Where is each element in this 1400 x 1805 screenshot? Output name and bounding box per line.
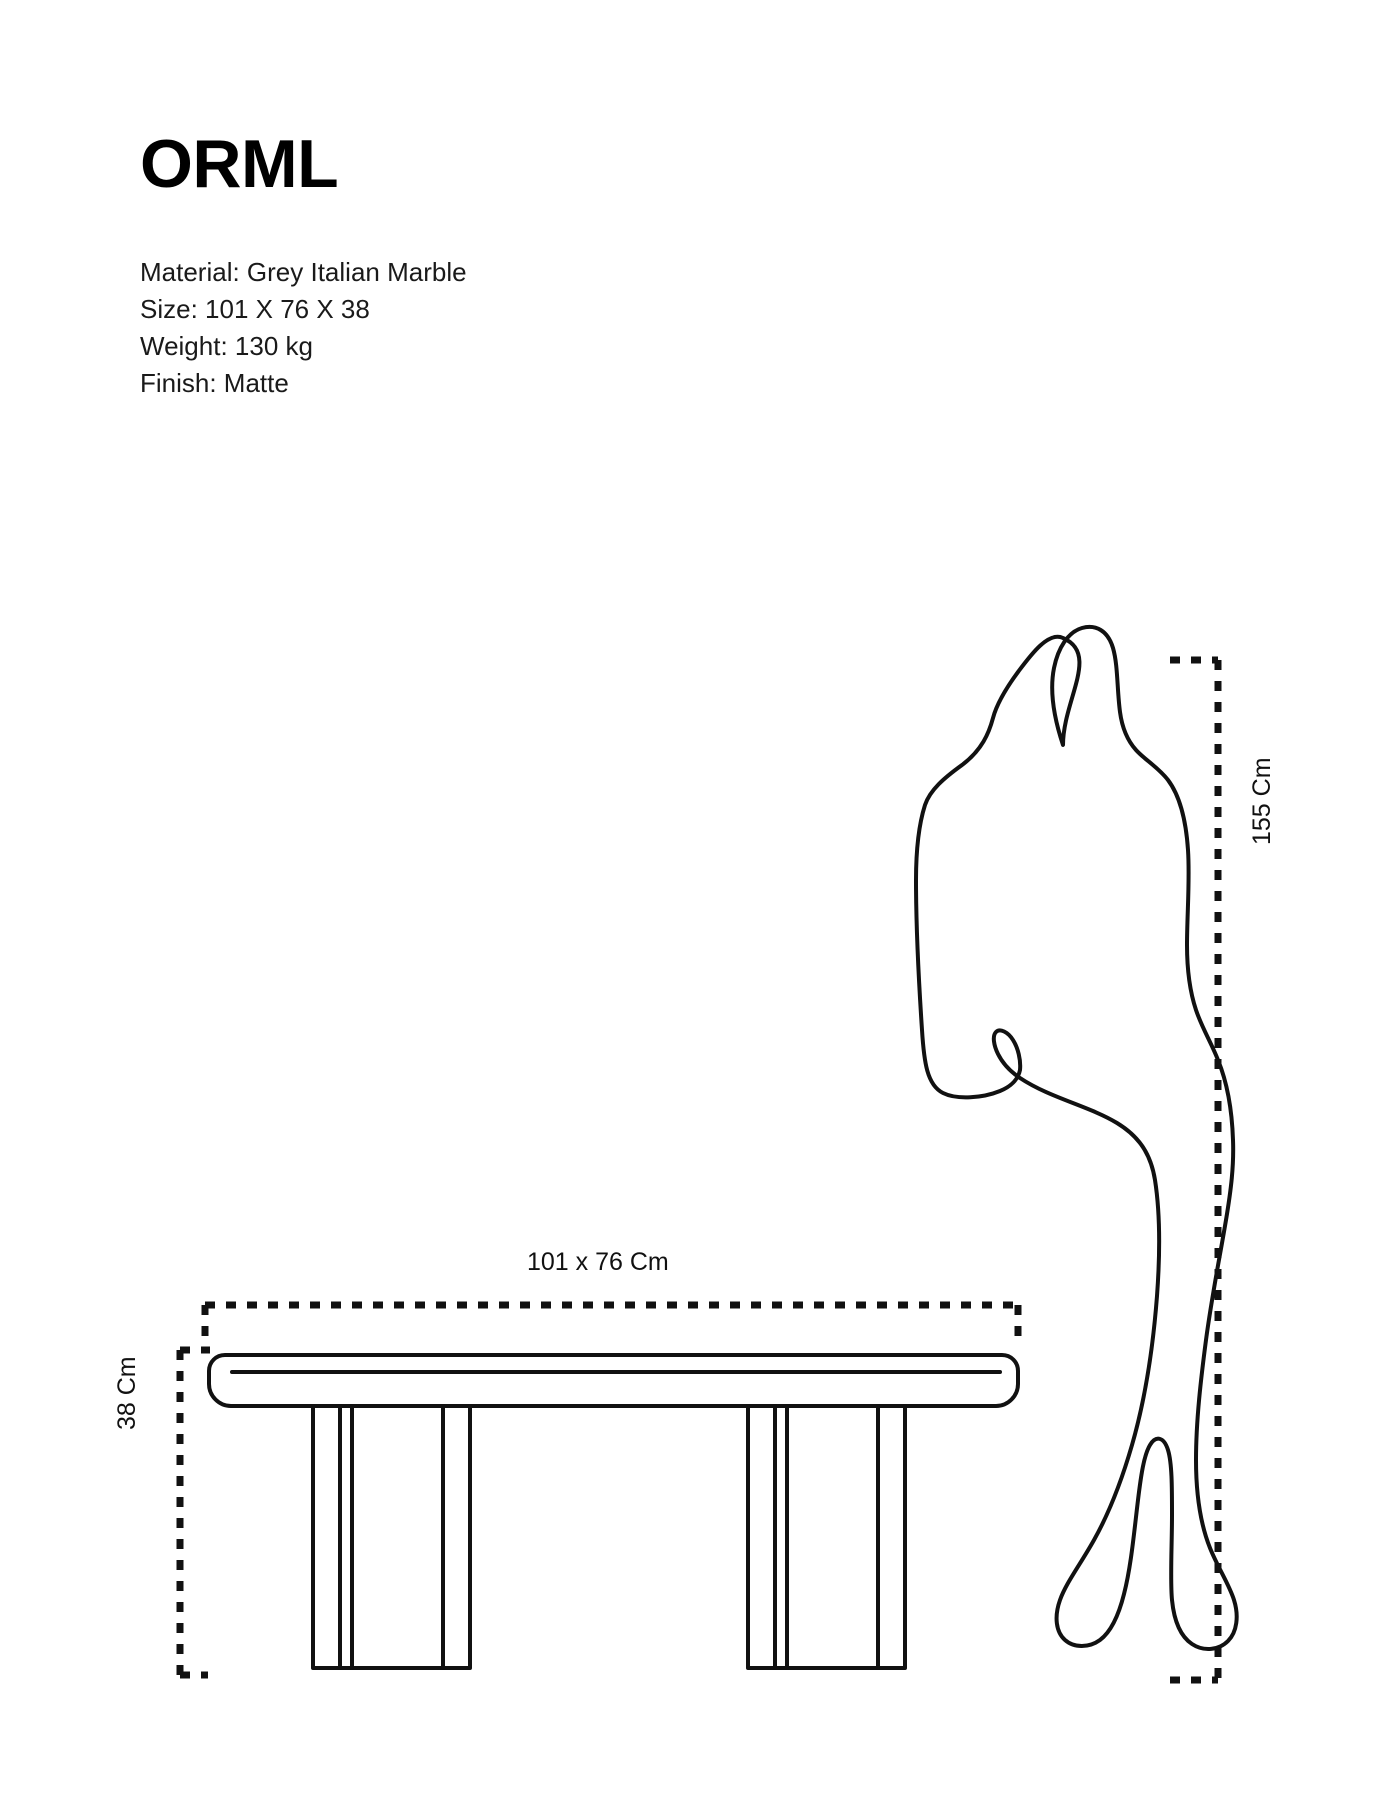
- page-title: ORML: [140, 126, 339, 202]
- standing-person-silhouette: [916, 627, 1237, 1649]
- table-top-dimension-label: 101 x 76 Cm: [527, 1248, 669, 1276]
- spec-weight: Weight: 130 kg: [140, 330, 313, 361]
- table-height-dimension-label: 38 Cm: [113, 1356, 141, 1430]
- coffee-table-outline: [209, 1355, 1018, 1668]
- table-top-dimension: [205, 1305, 1018, 1345]
- spec-finish: Finish: Matte: [140, 367, 289, 398]
- person-height-dimension-label: 155 Cm: [1248, 757, 1276, 845]
- spec-size: Size: 101 X 76 X 38: [140, 293, 370, 324]
- table-height-dimension: [180, 1350, 210, 1675]
- spec-material: Material: Grey Italian Marble: [140, 257, 467, 287]
- person-height-dimension: [1170, 660, 1218, 1680]
